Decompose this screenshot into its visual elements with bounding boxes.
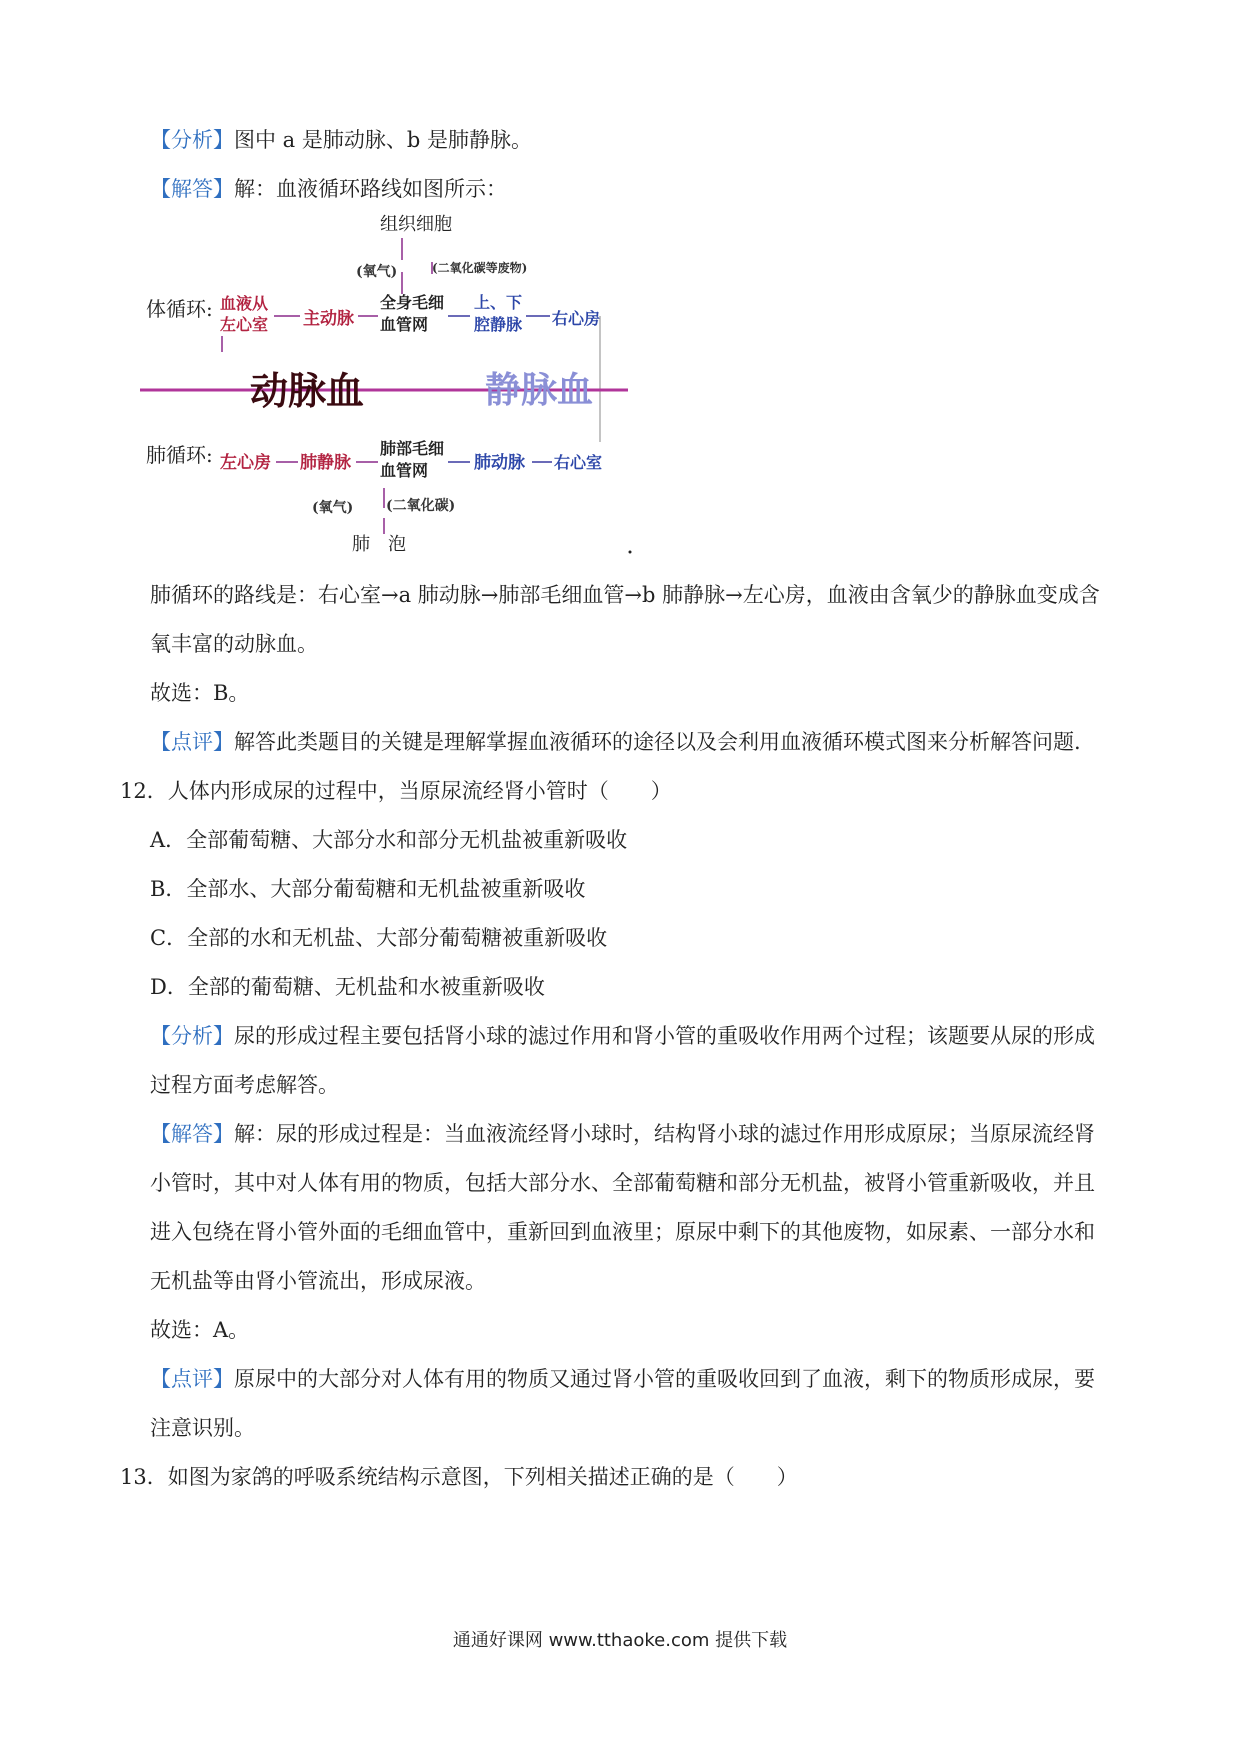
analysis2-line1 bbox=[150, 1021, 1095, 1051]
para1-line2: 氧丰富的动脉血。 bbox=[150, 632, 318, 656]
pulm-artery-label: 肺动脉 bbox=[474, 453, 525, 473]
answer2-text1: 解：尿的形成过程是：当血液流经肾小球时，结构肾小球的滤过作用形成原尿；当原尿流经肾 bbox=[234, 1122, 1095, 1146]
co2-waste-label: (二氧化碳等废物) bbox=[432, 261, 528, 275]
left-ventricle-2: 左心室 bbox=[220, 315, 269, 334]
arterial-blood-label: 动脉血 bbox=[250, 368, 365, 413]
body-cap-1: 全身毛细 bbox=[380, 293, 445, 312]
answer2-line1 bbox=[150, 1119, 1095, 1149]
analysis2-text1: 尿的形成过程主要包括肾小球的滤过作用和肾小管的重吸收作用两个过程；该题要从尿的形成 bbox=[234, 1024, 1095, 1048]
review2-line1 bbox=[150, 1364, 1095, 1394]
review1-text: 解答此类题目的关键是理解掌握血液循环的途径以及会利用血液循环模式图来分析解答问题. bbox=[234, 730, 1081, 754]
tissue-cells-label: 组织细胞 bbox=[380, 214, 452, 235]
co2-bottom-label: (二氧化碳) bbox=[386, 498, 456, 514]
alveoli-label: 肺 泡 bbox=[352, 534, 406, 555]
pulm-vein-label: 肺静脉 bbox=[300, 453, 351, 473]
answer-line bbox=[150, 174, 507, 204]
answer2-line3: 进入包绕在肾小管外面的毛细血管中，重新回到血液里；原尿中剩下的其他废物，如尿素、一部分水和 bbox=[150, 1220, 1095, 1244]
question-12-stem: 12．人体内形成尿的过程中，当原尿流经肾小管时（ ） bbox=[120, 779, 672, 803]
answer2-tag: 【解答】 bbox=[150, 1122, 234, 1146]
body-cap-2: 血管网 bbox=[380, 315, 429, 334]
analysis-tag: 【分析】 bbox=[150, 128, 234, 152]
pulmonary-label: 肺循环: bbox=[146, 443, 213, 467]
analysis2-tag: 【分析】 bbox=[150, 1024, 234, 1048]
right-ventricle-label: 右心室 bbox=[554, 453, 603, 472]
review2-line2: 注意识别。 bbox=[150, 1416, 255, 1440]
analysis-line bbox=[150, 125, 532, 155]
analysis-text: 图中 a 是肺动脉、b 是肺静脉。 bbox=[234, 128, 532, 152]
trailing-dot bbox=[629, 551, 632, 554]
blood-circulation-diagram bbox=[140, 212, 660, 572]
question-12-option-d: D．全部的葡萄糖、无机盐和水被重新吸收 bbox=[150, 975, 545, 999]
review1-line bbox=[150, 727, 1081, 757]
lung-cap-2: 血管网 bbox=[380, 461, 429, 480]
answer-tag: 【解答】 bbox=[150, 177, 234, 201]
question-12-option-c: C．全部的水和无机盐、大部分葡萄糖被重新吸收 bbox=[150, 926, 608, 950]
question-13-stem: 13．如图为家鸽的呼吸系统结构示意图，下列相关描述正确的是（ ） bbox=[120, 1465, 798, 1489]
aorta-label: 主动脉 bbox=[303, 309, 354, 329]
review2-tag: 【点评】 bbox=[150, 1367, 234, 1391]
oxygen-top-label: (氧气) bbox=[356, 264, 398, 280]
vena-cava-2: 腔静脉 bbox=[474, 315, 523, 334]
choice1-line: 故选：B。 bbox=[150, 681, 250, 705]
answer-text: 解：血液循环路线如图所示： bbox=[234, 177, 507, 201]
review2-text1: 原尿中的大部分对人体有用的物质又通过肾小管的重吸收回到了血液，剩下的物质形成尿，要 bbox=[234, 1367, 1095, 1391]
footer-source: 通通好课网 www.tthaoke.com 提供下载 bbox=[452, 1630, 788, 1651]
right-atrium-label: 右心房 bbox=[552, 309, 601, 328]
para1-line1: 肺循环的路线是：右心室→a 肺动脉→肺部毛细血管→b 肺静脉→左心房，血液由含氧少的静脉血变成含 bbox=[150, 583, 1100, 607]
choice2-line: 故选：A。 bbox=[150, 1318, 250, 1342]
answer2-line2: 小管时，其中对人体有用的物质，包括大部分水、全部葡萄糖和部分无机盐，被肾小管重新吸收，并且 bbox=[150, 1171, 1095, 1195]
question-12-option-b: B．全部水、大部分葡萄糖和无机盐被重新吸收 bbox=[150, 877, 586, 901]
systemic-label: 体循环: bbox=[146, 297, 213, 321]
analysis2-line2: 过程方面考虑解答。 bbox=[150, 1073, 339, 1097]
left-ventricle-1: 血液从 bbox=[220, 294, 269, 313]
vena-cava-1: 上、下 bbox=[474, 293, 523, 312]
answer2-line4: 无机盐等由肾小管流出，形成尿液。 bbox=[150, 1269, 486, 1293]
question-12-option-a: A．全部葡萄糖、大部分水和部分无机盐被重新吸收 bbox=[150, 828, 628, 852]
review1-tag: 【点评】 bbox=[150, 730, 234, 754]
venous-blood-label: 静脉血 bbox=[485, 369, 594, 411]
lung-cap-1: 肺部毛细 bbox=[380, 439, 445, 458]
oxygen-bottom-label: (氧气) bbox=[312, 500, 354, 516]
left-atrium-label: 左心房 bbox=[220, 453, 271, 473]
